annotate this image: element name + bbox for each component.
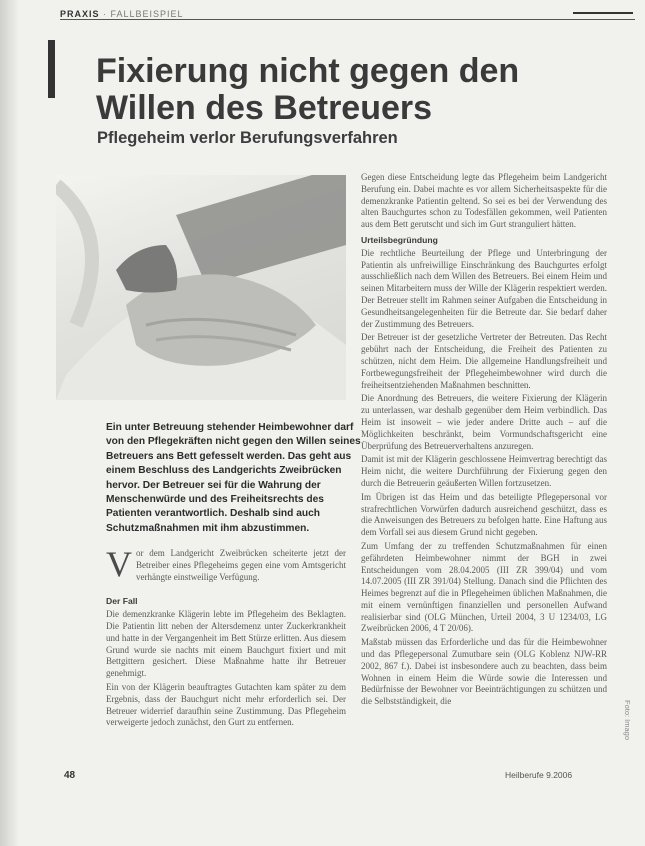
article-subtitle: Pflegeheim verlor Berufungsverfahren bbox=[97, 129, 398, 147]
page-number: 48 bbox=[64, 770, 76, 781]
right-paragraph-2: Die rechtliche Beurteilung der Pflege und Unterbringung der Patientin als unfreiwillige Einschränkung des Bauchgurtes erfolgt ausschließlich nach dem Willen des Betreuers. Bei einem Heim und seinen Mitarbeitern muss der Wille der Klägerin respektiert werden. Der Betreuer stellt im Rahmen seiner Aufgaben die Entscheidung in Gesundheitsangelegenheiten für die Betreute dar. Sie bedarf daher der Zustimmung des Betreuers. bbox=[361, 247, 607, 329]
heading-urteilsbegruendung: Urteilsbegründung bbox=[361, 234, 438, 245]
article-lead: Ein unter Betreuung stehender Heimbewohner darf von den Pflegekräften nicht gegen den Willen seines Betreuers ans Bett gefesselt werden. Das geht aus einem Beschluss des Landgerichts Zweibrücken hervor. Der Betreuer sei für die Wahrung der Menschenwürde und des Freiheitsrechts des Patienten verantwortlich. Deshalb sind auch Schutzmaßnahmen mit ihm abzustimmen. bbox=[106, 422, 361, 534]
fall-paragraph-1: Die demenzkranke Klägerin lebte im Pflegeheim des Beklagten. Die Patientin litt neben der Altersdemenz unter Zuckerkrankheit und hatte in der Vergangenheit im Bett Stürze erlitten. Aus diesem Grund wurde sie nachts mit einem Bauchgurt fixiert und mit Bettgittern gesichert. Diese Maßnahme hatte ihr Betreuer genehmigt. bbox=[106, 609, 346, 679]
photo-hand-strap bbox=[56, 175, 346, 400]
header-mark bbox=[573, 12, 633, 14]
photo-credit: Foto: Imago bbox=[623, 700, 632, 741]
right-paragraph-3: Der Betreuer ist der gesetzliche Vertreter der Betreuten. Das Recht gebührt nach der Entscheidung, die Freiheit des Patienten zu schützen, nicht dem Heim. Die allgemeine Handlungsfreiheit und Fortbewegungsfreiheit der Pflegeheimbewohner wird durch die freiheitsentziehenden Maßnahmen beschnitten. bbox=[361, 332, 607, 390]
heading-der-fall: Der Fall bbox=[106, 596, 138, 607]
fall-paragraph-2: Ein von der Klägerin beauftragtes Gutachten kam später zu dem Ergebnis, dass der Bauchgurt nicht mehr erforderlich sei. Der Betreuer widerrief daraufhin seine Zustimmung. Das Pflegeheim verweigerte jedoch zunächst, den Gurt zu entfernen. bbox=[106, 681, 346, 728]
right-paragraph-8: Maßstab müssen das Erforderliche und das für die Heimbewohner und das Pflegepersonal Zumutbare sein (OLG Koblenz NJW-RR 2002, 867 f.). Dabei ist insbesondere auch zu beachten, dass beim Wohnen in einem Heim die Würde sowie die Interessen und Bedürfnisse der Bewohner vor Beeinträchtigungen zu schützen und die Selbstständigkeit, die bbox=[361, 637, 607, 707]
drop-cap: V bbox=[106, 544, 132, 584]
intro-paragraph bbox=[106, 544, 346, 584]
magazine-issue: Heilberufe 9.2006 bbox=[505, 770, 573, 780]
intro-text: or dem Landgericht Zweibrücken scheiterte jetzt der Betreiber eines Pflegeheims gegen eine vom Amtsgericht verhängte einstweilige Verfügung. bbox=[136, 548, 346, 582]
section-label bbox=[60, 9, 184, 19]
article-photo bbox=[56, 175, 346, 400]
subsection-name: FALLBEISPIEL bbox=[110, 9, 184, 19]
right-paragraph-5: Damit ist mit der Klägerin geschlossene Heimvertrag berechtigt das Heim nicht, die weitere Durchführung der Fixierung gegen den durch die Betreuerin geäußerten Willen fortzusetzen. bbox=[361, 454, 607, 488]
column-left bbox=[106, 544, 346, 731]
column-right bbox=[361, 172, 607, 710]
right-paragraph-1: Gegen diese Entscheidung legte das Pflegeheim beim Landgericht Berufung ein. Dabei machte es vor allem Sicherheitsaspekte für die demenzkranke Patientin geltend. So sei es bei der Verwendung des alten Bauchgurtes schon zu Todesfällen gekommen, weil Patienten aus dem Bett gerutscht und sich im Gurt stranguliert hätten. bbox=[361, 172, 607, 230]
title-bar bbox=[48, 40, 55, 98]
section-separator: · bbox=[103, 9, 111, 19]
header-rule bbox=[60, 19, 635, 20]
right-paragraph-7: Zum Umfang der zu treffenden Schutzmaßnahmen für einen gefährdeten Heimbewohner nimmt der BGH in zwei Entscheidungen vom 28.04.2005 (III ZR 399/04) und vom 14.07.2005 (III ZR 391/04) Stellung. Danach sind die Pflichten des Heimes begrenzt auf die in Pflegeheimen üblichen Maßnahmen, die mit einem vernünftigen finanziellen und personellen Aufwand realisierbar sind (OLG München, Urteil 2004, 3 U 1234/03, LG Zweibrücken 2006, 4 T 20/06). bbox=[361, 540, 607, 634]
article-title: Fixierung nicht gegen den Willen des Betreuers bbox=[96, 52, 520, 127]
right-paragraph-4: Die Anordnung des Betreuers, die weitere Fixierung der Klägerin zu unterlassen, war deshalb gegenüber dem Heim verbindlich. Das Heim ist insoweit – wie jeder andere Dritte auch – auf die Möglichkeiten beschränkt, beim Vormundschaftsgericht eine Überprüfung des Betreuerverhaltens anzuregen. bbox=[361, 393, 607, 451]
binding-shadow bbox=[0, 0, 18, 846]
right-paragraph-6: Im Übrigen ist das Heim und das beteiligte Pflegepersonal vor strafrechtlichen Vorwürfen dadurch ausreichend geschützt, dass es die Anweisungen des Betreuers zu befolgen hatte. Eine Haftung aus dem Vorfall sei aus diesem Grund nicht gegeben. bbox=[361, 491, 607, 538]
section-name: PRAXIS bbox=[60, 9, 100, 19]
spacer bbox=[106, 585, 346, 592]
